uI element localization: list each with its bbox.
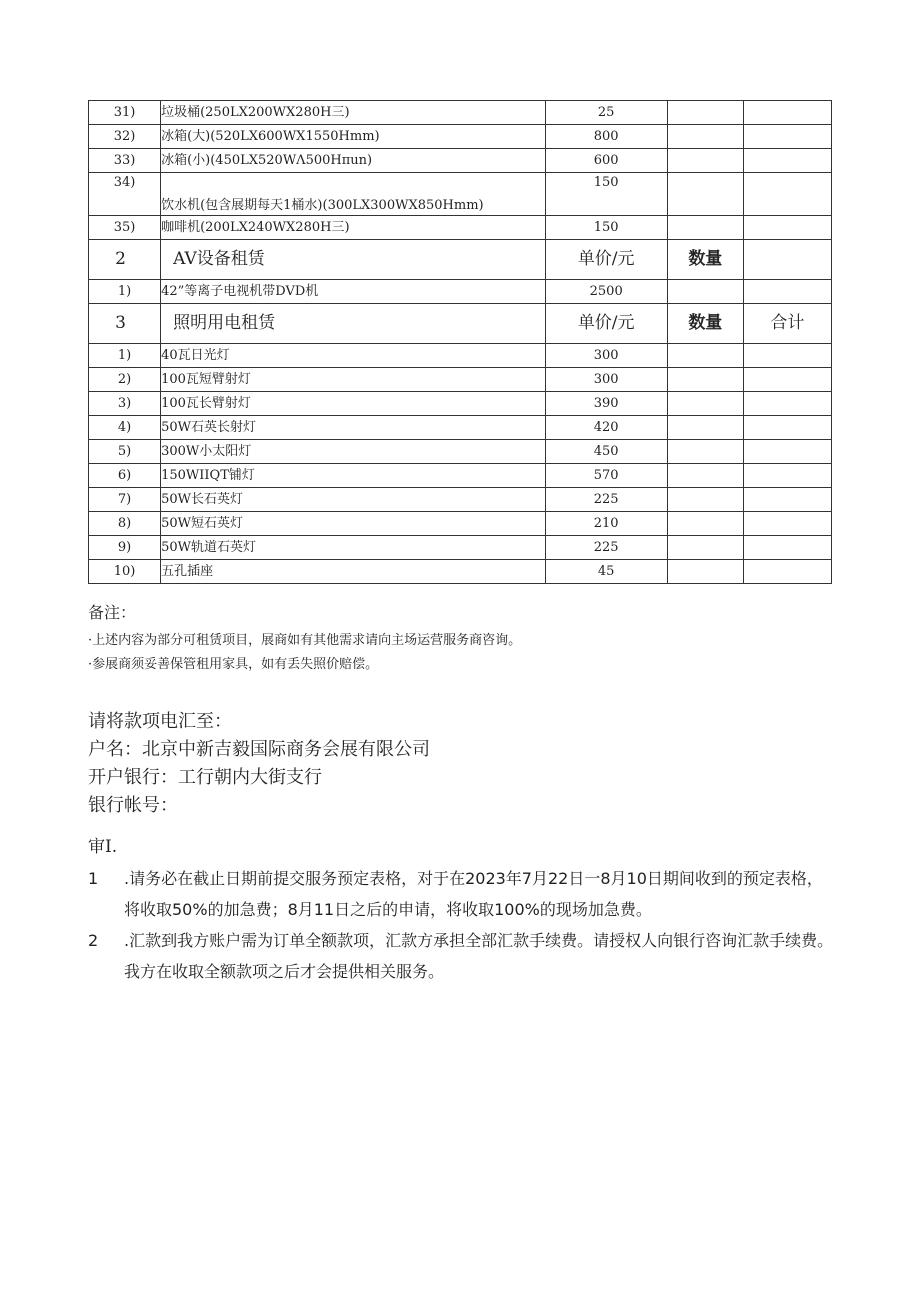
item-price: 45	[545, 560, 667, 584]
table-row	[89, 344, 832, 368]
rental-price-table	[88, 100, 832, 584]
item-price: 300	[545, 344, 667, 368]
table-row	[89, 464, 832, 488]
item-name: 冰箱(小)(450LX520WΛ500Hπun)	[161, 149, 546, 173]
total-cell	[743, 101, 831, 125]
item-price: 150	[545, 216, 667, 240]
item-name: 50W石英长射灯	[161, 416, 546, 440]
section-number: 2	[89, 240, 161, 280]
quantity-column-header: 数量	[667, 240, 743, 280]
terms-section	[88, 832, 838, 987]
notes-title: 备注：	[88, 603, 137, 622]
item-name: 50W长石英灯	[161, 488, 546, 512]
total-cell	[743, 440, 831, 464]
total-cell	[743, 416, 831, 440]
term-item	[88, 925, 838, 987]
item-number: 3)	[89, 392, 161, 416]
section-title: AV设备租赁	[161, 240, 546, 280]
item-number: 1)	[89, 280, 161, 304]
quantity-cell[interactable]	[667, 368, 743, 392]
item-number: 8)	[89, 512, 161, 536]
item-number: 1)	[89, 344, 161, 368]
account-name: 户名：北京中新吉毅国际商务会展有限公司	[88, 739, 430, 760]
item-name: 垃圾桶(250LX200WX280H三)	[161, 101, 546, 125]
note-item: ·参展商须妥善保管租用家具，如有丢失照价赔偿。	[88, 657, 379, 672]
item-name: 40瓦日光灯	[161, 344, 546, 368]
quantity-cell[interactable]	[667, 280, 743, 304]
item-price: 225	[545, 488, 667, 512]
quantity-cell[interactable]	[667, 344, 743, 368]
table-row	[89, 392, 832, 416]
item-price: 600	[545, 149, 667, 173]
remittance-section	[88, 708, 430, 820]
item-price: 2500	[545, 280, 667, 304]
item-number: 4)	[89, 416, 161, 440]
item-name: 50W轨道石英灯	[161, 536, 546, 560]
item-number: 6)	[89, 464, 161, 488]
table-row	[89, 488, 832, 512]
table-row	[89, 560, 832, 584]
item-number: 9)	[89, 536, 161, 560]
section-number: 3	[89, 304, 161, 344]
section-title: 照明用电租赁	[161, 304, 546, 344]
quantity-cell[interactable]	[667, 512, 743, 536]
total-cell	[743, 216, 831, 240]
item-name: 100瓦长臂射灯	[161, 392, 546, 416]
item-number: 34)	[89, 173, 161, 216]
quantity-cell[interactable]	[667, 536, 743, 560]
remittance-heading: 请将款项电汇至：	[88, 711, 232, 732]
term-text: .汇款到我方账户需为订单全额款项，汇款方承担全部汇款手续费。请授权人向银行咨询汇款手续费。我方在收取全额款项之后才会提供相关服务。	[124, 931, 834, 981]
table-row	[89, 125, 832, 149]
total-cell	[743, 560, 831, 584]
table-row	[89, 101, 832, 125]
quantity-cell[interactable]	[667, 464, 743, 488]
total-cell	[743, 280, 831, 304]
total-cell	[743, 512, 831, 536]
price-column-header: 单价/元	[545, 240, 667, 280]
note-item: ·上述内容为部分可租赁项目，展商如有其他需求请向主场运营服务商咨询。	[88, 633, 522, 648]
item-name: 冰箱(大)(520LX600WX1550Hmm)	[161, 125, 546, 149]
total-cell	[743, 173, 831, 216]
item-name: 42”等离子电视机带DVD机	[161, 280, 546, 304]
account-number: 银行帐号：	[88, 795, 178, 816]
price-column-header: 单价/元	[545, 304, 667, 344]
term-text: .请务必在截止日期前提交服务预定表格，对于在2023年7月22日一8月10日期间收到的预定表格，将收取50%的加急费；8月11日之后的申请，将收取100%的现场加急费。	[124, 869, 823, 919]
item-number: 33)	[89, 149, 161, 173]
total-cell	[743, 368, 831, 392]
quantity-cell[interactable]	[667, 440, 743, 464]
total-cell	[743, 392, 831, 416]
item-name: 五孔插座	[161, 560, 546, 584]
notes-section	[88, 600, 521, 677]
quantity-cell[interactable]	[667, 216, 743, 240]
item-price: 150	[545, 173, 667, 216]
section-header-row	[89, 304, 832, 344]
table-row	[89, 280, 832, 304]
item-number: 32)	[89, 125, 161, 149]
quantity-cell[interactable]	[667, 101, 743, 125]
term-number: 2	[88, 931, 99, 950]
table-row	[89, 173, 832, 216]
item-price: 225	[545, 536, 667, 560]
quantity-cell[interactable]	[667, 125, 743, 149]
quantity-cell[interactable]	[667, 560, 743, 584]
item-price: 300	[545, 368, 667, 392]
table-row	[89, 512, 832, 536]
total-cell	[743, 125, 831, 149]
term-number: 1	[88, 869, 99, 888]
item-name: 300W小太阳灯	[161, 440, 546, 464]
item-name: 饮水机(包含展期每天1桶水)(300LX300WX850Hmm)	[161, 173, 546, 216]
item-number: 31)	[89, 101, 161, 125]
item-price: 800	[545, 125, 667, 149]
quantity-cell[interactable]	[667, 392, 743, 416]
bank-name: 开户银行：工行朝内大街支行	[88, 767, 322, 788]
item-price: 420	[545, 416, 667, 440]
item-number: 35)	[89, 216, 161, 240]
item-price: 390	[545, 392, 667, 416]
item-number: 7)	[89, 488, 161, 512]
total-cell	[743, 240, 831, 280]
total-cell	[743, 149, 831, 173]
quantity-cell[interactable]	[667, 173, 743, 216]
item-price: 210	[545, 512, 667, 536]
total-cell	[743, 464, 831, 488]
item-price: 450	[545, 440, 667, 464]
quantity-column-header: 数量	[667, 304, 743, 344]
item-number: 2)	[89, 368, 161, 392]
item-price: 570	[545, 464, 667, 488]
terms-heading: 审I.	[88, 837, 118, 857]
item-price: 25	[545, 101, 667, 125]
total-cell	[743, 536, 831, 560]
table-row	[89, 149, 832, 173]
table-row	[89, 416, 832, 440]
item-number: 10)	[89, 560, 161, 584]
quantity-cell[interactable]	[667, 149, 743, 173]
total-cell	[743, 344, 831, 368]
table-row	[89, 536, 832, 560]
total-cell	[743, 488, 831, 512]
quantity-cell[interactable]	[667, 416, 743, 440]
term-item	[88, 863, 838, 925]
item-name: 50W短石英灯	[161, 512, 546, 536]
item-number: 5)	[89, 440, 161, 464]
item-name: 150WIIQT铺灯	[161, 464, 546, 488]
section-header-row	[89, 240, 832, 280]
item-name: 100瓦短臂射灯	[161, 368, 546, 392]
table-row	[89, 368, 832, 392]
table-row	[89, 216, 832, 240]
total-column-header: 合计	[743, 304, 831, 344]
quantity-cell[interactable]	[667, 488, 743, 512]
item-name: 咖啡机(200LX240WX280H三)	[161, 216, 546, 240]
table-row	[89, 440, 832, 464]
